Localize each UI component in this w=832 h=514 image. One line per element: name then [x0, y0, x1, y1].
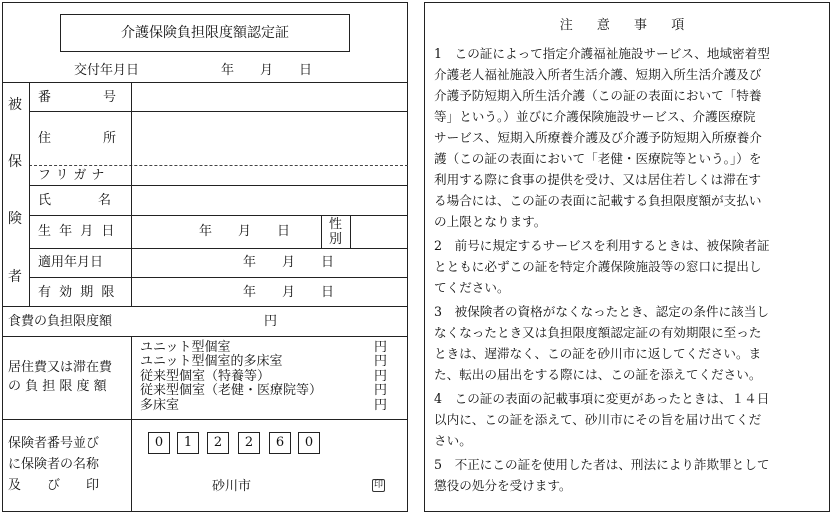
number-label: 番 号 — [38, 90, 117, 105]
room-type: 多床室 — [140, 398, 180, 413]
sex-label: 性 — [329, 217, 343, 232]
room-type: 従来型個室（特養等） — [140, 369, 271, 384]
room-yen: 円 — [374, 398, 388, 413]
issue-date-label: 交付年月日 — [74, 63, 140, 78]
apply-date-label: 適用年月日 — [38, 255, 104, 270]
note-line: 以内に、この証を添えて、砂川市にその旨を届け出てくだ — [434, 412, 762, 427]
insurer-name: 砂川市 — [212, 479, 252, 494]
room-yen: 円 — [374, 369, 388, 384]
note-line: 介護予防短期入所生活介護（この証の表面において「特養 — [434, 88, 762, 103]
certificate-title: 介護保険負担限度額認定証 — [121, 25, 289, 41]
col-line — [131, 82, 132, 306]
note-line: 懲役の処分を受けます。 — [434, 478, 572, 493]
insurer-label: 保険者番号並び — [8, 436, 100, 451]
note-line: なくなったとき又は負担限度額認定証の有効期限に至った — [434, 325, 762, 340]
note-line: さい。 — [434, 433, 472, 448]
sex-label: 別 — [329, 232, 343, 247]
room-yen: 円 — [374, 340, 388, 355]
note-line: ときは、遅滞なく、この証を砂川市に返してください。ま — [434, 346, 762, 361]
row-line — [29, 248, 408, 249]
name-label: 氏 名 — [38, 193, 114, 208]
valid-until-value: 年 月 日 — [243, 285, 335, 300]
insurer-number-digit: 6 — [269, 432, 291, 454]
note-line: 4 この証の表面の記載事項に変更があったときは、１４日 — [434, 391, 770, 406]
col-line — [350, 215, 351, 248]
insurer-number-digit: 0 — [298, 432, 320, 454]
col-line — [131, 336, 132, 512]
birth-value: 年 月 日 — [199, 224, 291, 239]
valid-until-label: 有 効 期 限 — [38, 285, 117, 300]
insured-vertical-char: 険 — [8, 211, 22, 227]
insurer-number-digit: 0 — [148, 432, 170, 454]
birth-label: 生 年 月 日 — [38, 224, 117, 239]
note-line: 利用する際に食事の提供を受け、又は居住若しくは滞在す — [434, 172, 761, 187]
address-label: 住 所 — [38, 131, 117, 146]
row-line — [29, 185, 408, 186]
residence-limit-label: 居住費又は滞在費 — [8, 360, 113, 375]
room-yen: 円 — [374, 354, 388, 369]
room-type: 従来型個室（老健・医療院等） — [140, 383, 323, 398]
room-type: ユニット型個室的多床室 — [140, 354, 283, 369]
insurer-number-digit: 2 — [238, 432, 260, 454]
note-line: 介護老人福祉施設入所者生活介護、短期入所生活介護及び — [434, 67, 762, 82]
row-line — [2, 419, 408, 420]
col-line — [321, 215, 322, 248]
note-line: た、転出の届出をする際には、この証を添えてください。 — [434, 367, 762, 382]
food-limit-yen: 円 — [264, 314, 278, 329]
furigana-dashed-line — [29, 165, 408, 166]
insurer-label: に保険者の名称 — [8, 457, 100, 472]
note-line: サービス、短期入所療養介護及び介護予防短期入所療養介 — [434, 130, 762, 145]
row-line — [2, 306, 408, 307]
apply-date-value: 年 月 日 — [243, 255, 335, 270]
room-yen: 円 — [374, 383, 388, 398]
note-line: てください。 — [434, 280, 510, 295]
insurer-number-digit: 1 — [177, 432, 199, 454]
row-line — [2, 336, 408, 337]
col-line — [29, 82, 30, 306]
note-line: 等」という。）並びに介護保険施設サービス、介護医療院 — [434, 109, 756, 124]
row-line — [2, 82, 408, 83]
insured-vertical-char: 者 — [8, 269, 22, 285]
seal-mark: 印 — [373, 480, 383, 490]
insurer-label: 及 び 印 — [8, 478, 100, 493]
notes-title: 注 意 事 項 — [559, 18, 695, 33]
note-line: 2 前号に規定するサービスを利用するときは、被保険者証 — [434, 238, 770, 253]
furigana-label: フリガナ — [38, 168, 110, 183]
insured-vertical-char: 保 — [8, 154, 22, 170]
room-type: ユニット型個室 — [140, 340, 231, 355]
note-line: の上限となります。 — [434, 214, 547, 229]
row-line — [29, 277, 408, 278]
row-line — [29, 215, 408, 216]
note-line: 5 不正にこの証を使用した者は、刑法により詐欺罪として — [434, 457, 770, 472]
certificate-back — [424, 2, 830, 512]
issue-date-value: 年 月 日 — [221, 63, 313, 78]
note-line: 3 被保険者の資格がなくなったとき、認定の条件に該当し — [434, 304, 769, 319]
insurer-number-digit: 2 — [207, 432, 229, 454]
row-line — [29, 111, 408, 112]
note-line: 1 この証によって指定介護福祉施設サービス、地域密着型 — [434, 46, 770, 61]
note-line: る場合には、この証の表面に記載する負担限度額が支払い — [434, 193, 762, 208]
note-line: 護（この証の表面において「老健・医療院等という。」）を — [434, 151, 762, 166]
insured-vertical-char: 被 — [8, 97, 22, 113]
note-line: とともに必ずこの証を特定介護保険施設等の窓口に提出し — [434, 259, 762, 274]
food-limit-label: 食費の負担限度額 — [8, 314, 113, 329]
residence-limit-label: の 負 担 限 度 額 — [8, 379, 107, 394]
